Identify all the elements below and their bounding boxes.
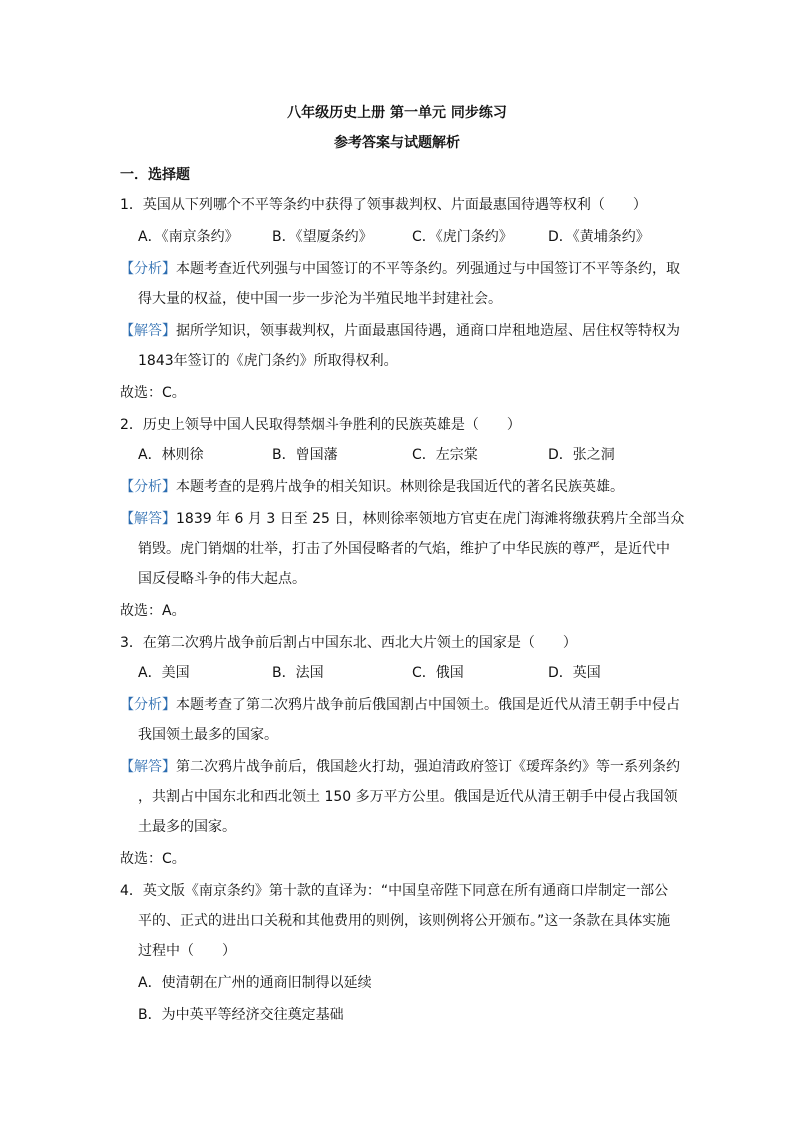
question-1-solution-cont: 1843年签订的《虎门条约》所取得权利。 bbox=[138, 353, 398, 369]
question-2-answer: 故选：A。 bbox=[120, 603, 186, 619]
question-3-option-a: A．美国 bbox=[138, 665, 190, 681]
question-1-analysis bbox=[120, 260, 680, 278]
question-3-option-c: C．俄国 bbox=[412, 665, 464, 681]
question-2-stem: 2．历史上领导中国人民取得禁烟斗争胜利的民族英雄是（ ） bbox=[120, 417, 521, 433]
solution-tag: 【解答】 bbox=[120, 759, 176, 775]
analysis-tag: 【分析】 bbox=[120, 479, 176, 495]
solution-text: 第二次鸦片战争前后，俄国趁火打劫，强迫清政府签订《瑷珲条约》等一系列条约 bbox=[176, 759, 680, 775]
solution-text: 1839 年 6 月 3 日至 25 日，林则徐率领地方官吏在虎门海滩将缴获鸦片全部当众 bbox=[176, 511, 685, 527]
question-2-analysis bbox=[120, 478, 680, 496]
question-2-solution-cont-2: 国反侵略斗争的伟大起点。 bbox=[138, 571, 306, 587]
analysis-tag: 【分析】 bbox=[120, 261, 176, 277]
question-3-option-d: D．英国 bbox=[548, 665, 601, 681]
solution-text: 据所学知识，领事裁判权，片面最惠国待遇，通商口岸租地造屋、居住权等特权为 bbox=[176, 323, 680, 339]
question-1-option-a: A．《南京条约》 bbox=[138, 229, 239, 245]
section-heading: 一．选择题 bbox=[120, 167, 190, 183]
question-4-option-b: B．为中英平等经济交往奠定基础 bbox=[138, 1007, 344, 1023]
question-2-option-d: D．张之洞 bbox=[548, 447, 615, 463]
question-3-analysis-cont: 我国领土最多的国家。 bbox=[138, 727, 278, 743]
analysis-text: 本题考查近代列强与中国签订的不平等条约。列强通过与中国签订不平等条约，取 bbox=[176, 261, 680, 277]
page-title: 八年级历史上册 第一单元 同步练习 bbox=[287, 105, 507, 121]
question-3-answer: 故选：C。 bbox=[120, 851, 186, 867]
question-1-stem: 1．英国从下列哪个不平等条约中获得了领事裁判权、片面最惠国待遇等权利（ ） bbox=[120, 197, 647, 213]
question-3-analysis bbox=[120, 696, 680, 714]
question-1-option-d: D．《黄埔条约》 bbox=[548, 229, 650, 245]
solution-tag: 【解答】 bbox=[120, 511, 176, 527]
page-subtitle: 参考答案与试题解析 bbox=[334, 135, 460, 151]
question-1-answer: 故选：C。 bbox=[120, 385, 186, 401]
question-3-stem: 3．在第二次鸦片战争前后割占中国东北、西北大片领土的国家是（ ） bbox=[120, 635, 577, 651]
question-3-solution-cont-1: ，共割占中国东北和西北领土 150 多万平方公里。俄国是近代从清王朝手中侵占我国领 bbox=[138, 789, 678, 805]
question-3-solution-cont-2: 土最多的国家。 bbox=[138, 819, 236, 835]
analysis-tag: 【分析】 bbox=[120, 697, 176, 713]
question-2-option-a: A．林则徐 bbox=[138, 447, 204, 463]
question-3-option-b: B．法国 bbox=[272, 665, 324, 681]
question-3-solution bbox=[120, 758, 680, 776]
question-1-option-c: C．《虎门条约》 bbox=[412, 229, 513, 245]
question-2-solution bbox=[120, 510, 685, 528]
solution-tag: 【解答】 bbox=[120, 323, 176, 339]
analysis-text: 本题考查了第二次鸦片战争前后俄国割占中国领土。俄国是近代从清王朝手中侵占 bbox=[176, 697, 680, 713]
analysis-text: 本题考查的是鸦片战争的相关知识。林则徐是我国近代的著名民族英雄。 bbox=[176, 479, 624, 495]
question-1-option-b: B．《望厦条约》 bbox=[272, 229, 373, 245]
question-4-stem-cont-1: 平的、正式的进出口关税和其他费用的则例，该则例将公开颁布。”这一条款在具体实施 bbox=[138, 913, 671, 929]
question-2-solution-cont-1: 销毁。虎门销烟的壮举，打击了外国侵略者的气焰，维护了中华民族的尊严，是近代中 bbox=[138, 541, 670, 557]
question-1-analysis-cont: 得大量的权益，使中国一步一步沦为半殖民地半封建社会。 bbox=[138, 291, 502, 307]
question-4-stem: 4．英文版《南京条约》第十款的直译为：“中国皇帝陛下同意在所有通商口岸制定一部公 bbox=[120, 883, 669, 899]
question-2-option-b: B．曾国藩 bbox=[272, 447, 338, 463]
question-1-solution bbox=[120, 322, 680, 340]
question-4-option-a: A．使清朝在广州的通商旧制得以延续 bbox=[138, 975, 372, 991]
question-4-stem-cont-2: 过程中（ ） bbox=[138, 943, 236, 959]
question-2-option-c: C．左宗棠 bbox=[412, 447, 478, 463]
